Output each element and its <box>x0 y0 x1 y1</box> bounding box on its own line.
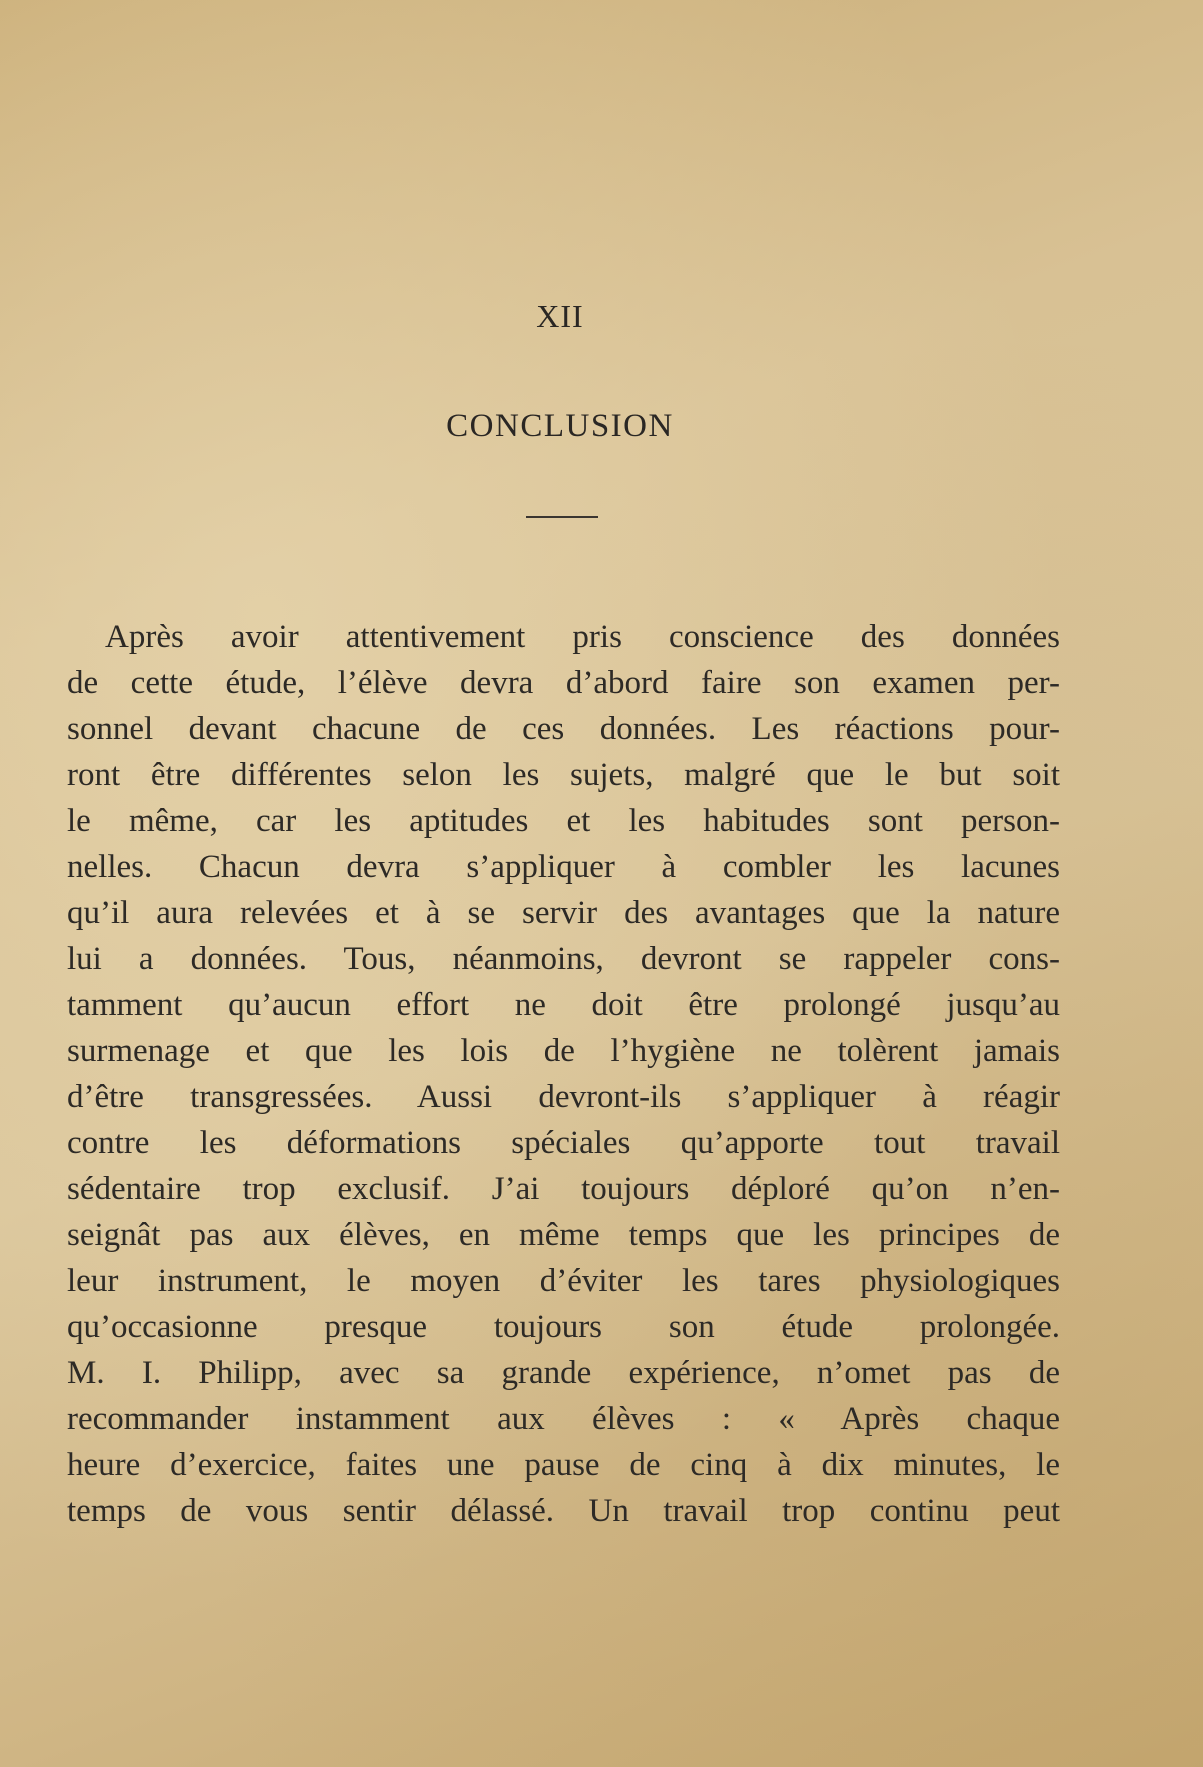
text-line: Après avoir attentivement pris conscience des données <box>105 619 1060 655</box>
text-line: leur instrument, le moyen d’éviter les tares physiologiques <box>67 1263 1060 1299</box>
text-line: nelles. Chacun devra s’appliquer à combler les lacunes <box>67 849 1060 885</box>
text-line: temps de vous sentir délassé. Un travail trop continu peut <box>67 1493 1060 1529</box>
text-line: heure d’exercice, faites une pause de cinq à dix minutes, le <box>67 1447 1060 1483</box>
text-line: tamment qu’aucun effort ne doit être prolongé jusqu’au <box>67 987 1060 1023</box>
chapter-number: XII <box>536 298 584 334</box>
text-line: lui a données. Tous, néanmoins, devront se rappeler cons- <box>67 941 1060 977</box>
text-line: le même, car les aptitudes et les habitudes sont person- <box>67 803 1060 839</box>
text-line: qu’il aura relevées et à se servir des avantages que la nature <box>67 895 1060 931</box>
chapter-title: CONCLUSION <box>446 408 674 444</box>
text-line: seignât pas aux élèves, en même temps que les principes de <box>67 1217 1060 1253</box>
text-line: M. I. Philipp, avec sa grande expérience, n’omet pas de <box>67 1355 1060 1391</box>
body-paragraph <box>67 614 1060 1534</box>
text-line: sonnel devant chacune de ces données. Les réactions pour- <box>67 711 1060 747</box>
text-line: sédentaire trop exclusif. J’ai toujours déploré qu’on n’en- <box>67 1171 1060 1207</box>
title-divider <box>526 516 598 518</box>
text-line: qu’occasionne presque toujours son étude prolongée. <box>67 1309 1060 1345</box>
text-line: de cette étude, l’élève devra d’abord faire son examen per- <box>67 665 1060 701</box>
text-line: ront être différentes selon les sujets, malgré que le but soit <box>67 757 1060 793</box>
text-line: d’être transgressées. Aussi devront-ils s’appliquer à réagir <box>67 1079 1060 1115</box>
text-line: recommander instamment aux élèves : « Après chaque <box>67 1401 1060 1437</box>
text-line: surmenage et que les lois de l’hygiène ne tolèrent jamais <box>67 1033 1060 1069</box>
text-line: contre les déformations spéciales qu’apporte tout travail <box>67 1125 1060 1161</box>
